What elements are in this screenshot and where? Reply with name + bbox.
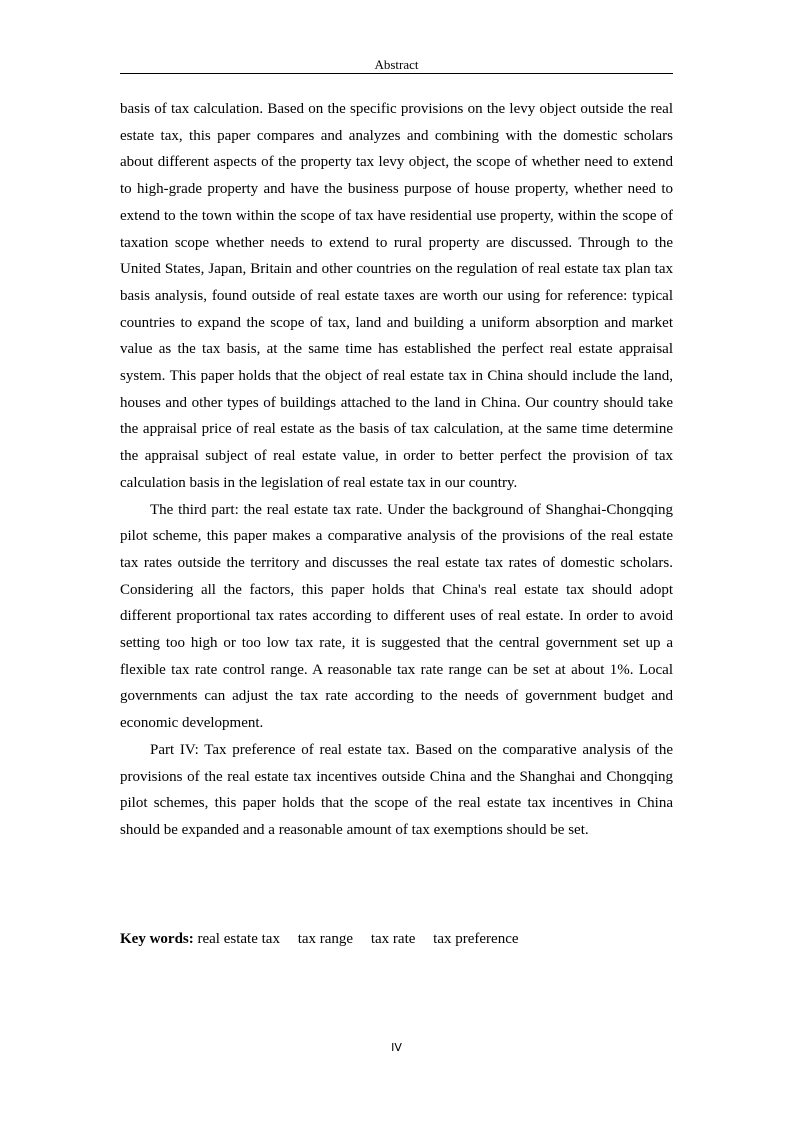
paragraph-tax-basis: basis of tax calculation. Based on the specific provisions on the levy object outside the real estate tax, this paper compares and analyzes and combining with the domestic scholars about different aspects of the property tax levy object, the scope of whether need to extend to high-grade property and have the business purpose of house property, whether need to extend to the town within the scope of tax have residential use property, within the scope of taxation scope whether needs to extend to rural property are discussed. Through to the United States, Japan, Britain and other countries on the regulation of real estate tax plan tax basis analysis, found outside of real estate taxes are worth our using for reference: typical countries to expand the scope of tax, land and building a uniform absorption and market value as the tax basis, at the same time has established the perfect real estate appraisal system. This paper holds that the object of real estate tax in China should include the land, houses and other types of buildings attached to the land in China. Our country should take the appraisal price of real estate as the basis of tax calculation, at the same time determine the appraisal subject of real estate value, in order to better perfect the provision of tax calculation basis in the legislation of real estate tax in our country.	[120, 101, 673, 491]
page-number: IV	[391, 1041, 402, 1054]
keyword-item: tax rate	[370, 931, 416, 947]
header-rule	[120, 73, 673, 74]
keywords-line	[120, 926, 673, 952]
paragraph-tax-preference: Part IV: Tax preference of real estate tax. Based on the comparative analysis of the provisions of the real estate tax incentives outside China and the Shanghai and Chongqing pilot schemes, this paper holds that the scope of the real estate tax incentives in China should be expanded and a reasonable amount of tax exemptions should be set.	[120, 741, 673, 838]
keyword-item: tax range	[297, 931, 354, 947]
abstract-body	[120, 96, 673, 844]
keyword-item: real estate tax	[197, 931, 280, 947]
keyword-item: tax preference	[433, 931, 519, 947]
paragraph-tax-rate: The third part: the real estate tax rate. Under the background of Shanghai-Chongqing pilot scheme, this paper makes a comparative analysis of the provisions of the real estate tax rates outside the territory and discusses the real estate tax rates of domestic scholars. Considering all the factors, this paper holds that China's real estate tax should adopt different proportional tax rates according to different uses of real estate. In order to avoid setting too high or too low tax rate, it is suggested that the central government set up a flexible tax rate control range. A reasonable tax rate range can be set at about 1%. Local governments can adjust the tax rate according to the needs of government budget and economic development.	[120, 501, 673, 732]
running-header-title: Abstract	[374, 57, 419, 72]
keywords-label: Key words:	[120, 931, 194, 947]
